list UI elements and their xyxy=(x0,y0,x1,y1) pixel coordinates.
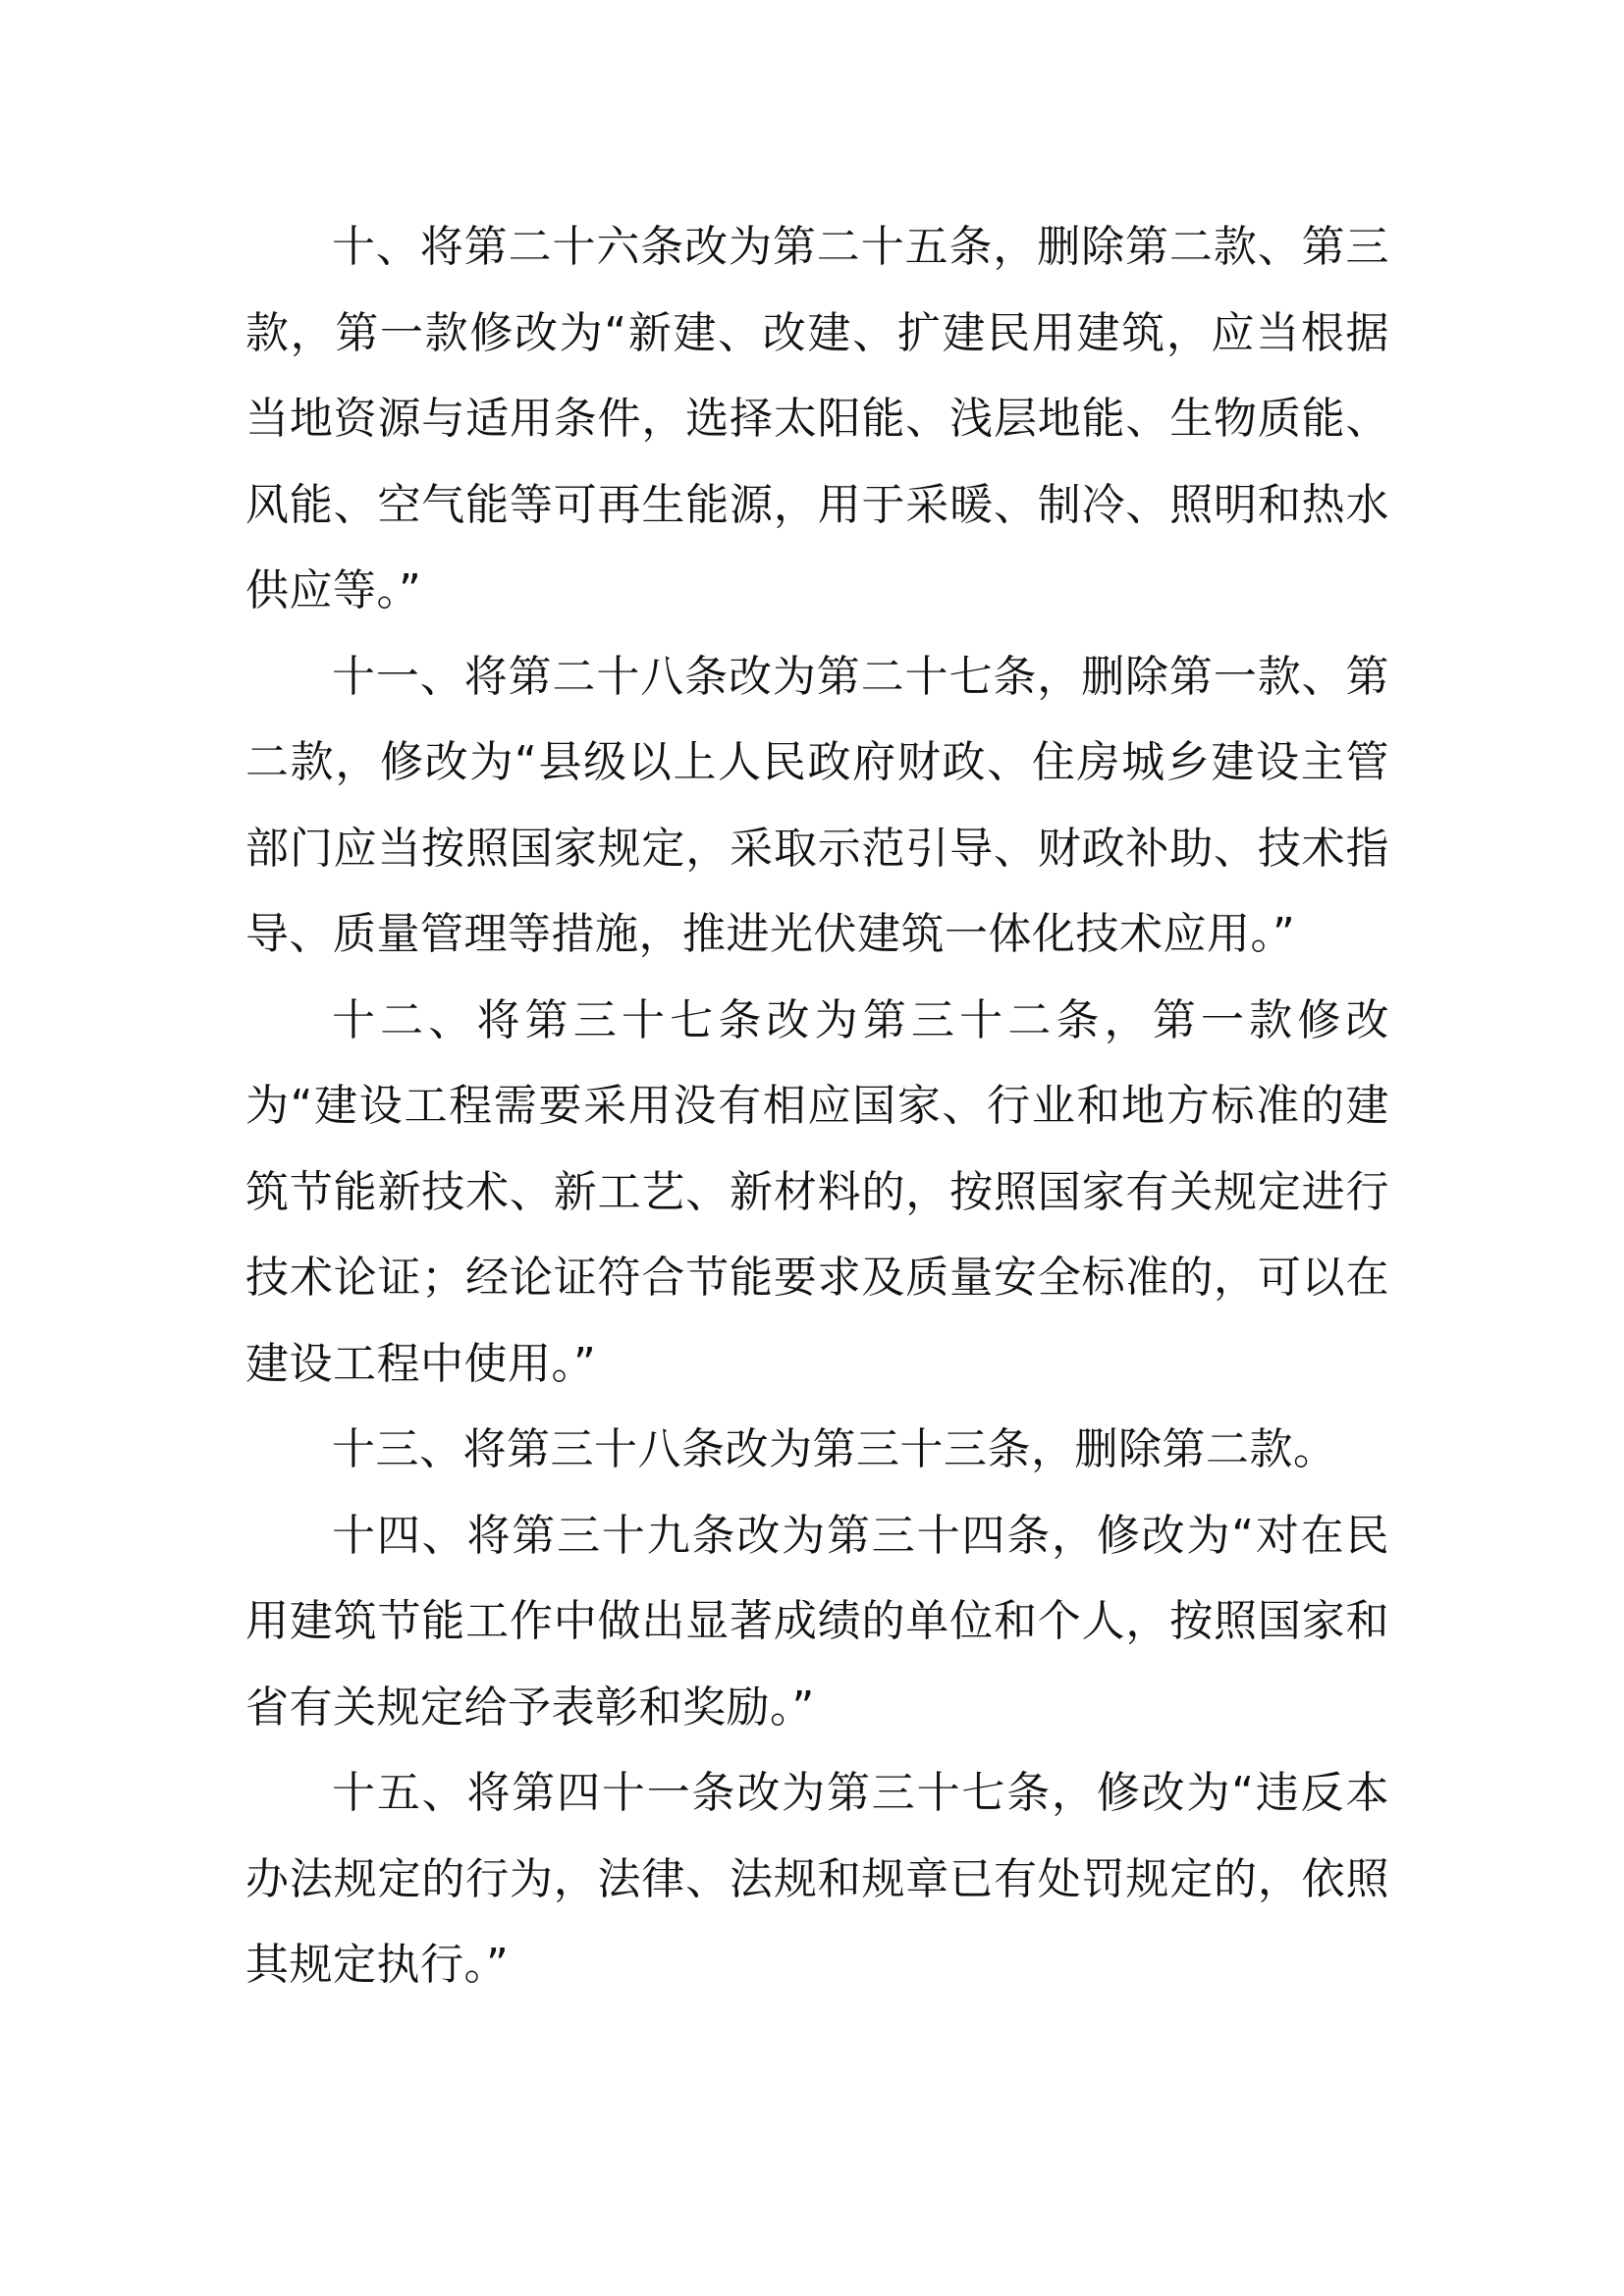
paragraph-article-15: 十五、将第四十一条改为第三十七条，修改为“违反本办法规定的行为，法律、法规和规章已有处罚规定的，依照其规定执行。” xyxy=(245,1768,1389,1990)
paragraph-article-14: 十四、将第三十九条改为第三十四条，修改为“对在民用建筑节能工作中做出显著成绩的单位和个人，按照国家和省有关规定给予表彰和奖励。” xyxy=(245,1510,1389,1733)
paragraph-article-11: 十一、将第二十八条改为第二十七条，删除第一款、第二款，修改为“县级以上人民政府财政、住房城乡建设主管部门应当按照国家规定，采取示范引导、财政补助、技术指导、质量管理等措施，推进光伏建筑一体化技术应用。” xyxy=(245,651,1389,959)
paragraph-article-12: 十二、将第三十七条改为第三十二条，第一款修改为“建设工程需要采用没有相应国家、行业和地方标准的建筑节能新技术、新工艺、新材料的，按照国家有关规定进行技术论证；经论证符合节能要求及质量安全标准的，可以在建设工程中使用。” xyxy=(245,994,1389,1389)
document-body xyxy=(245,204,1389,2008)
paragraph-article-10: 十、将第二十六条改为第二十五条，删除第二款、第三款，第一款修改为“新建、改建、扩建民用建筑，应当根据当地资源与适用条件，选择太阳能、浅层地能、生物质能、风能、空气能等可再生能源，用于采暖、制冷、照明和热水供应等。” xyxy=(245,222,1389,615)
paragraph-article-13: 十三、将第三十八条改为第三十三条，删除第二款。 xyxy=(332,1424,1337,1474)
